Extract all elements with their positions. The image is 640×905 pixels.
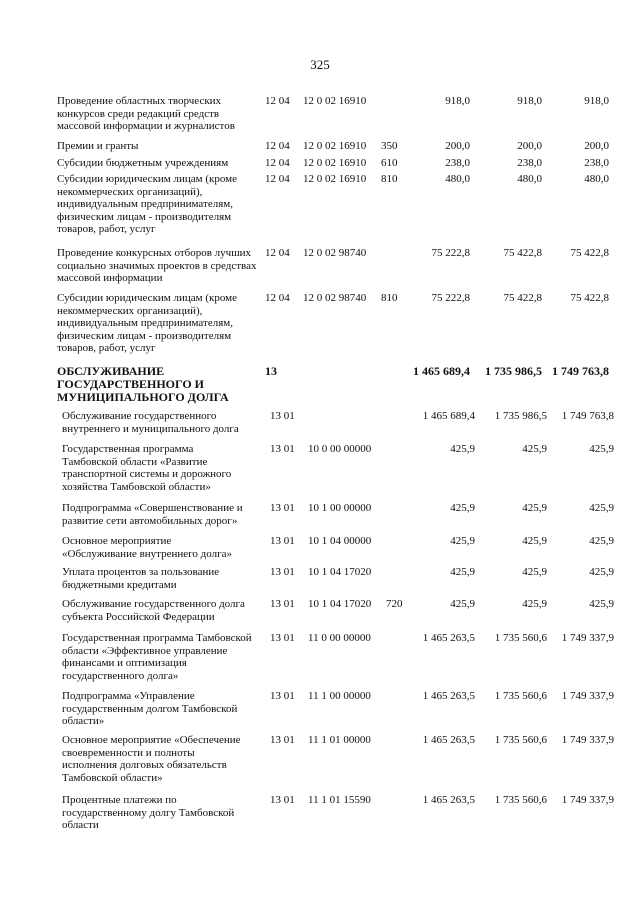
row-name: Государственная программа Тамбовской области «Развитие транспортной системы и дорожного хозяйства Тамбовской области» xyxy=(62,443,232,493)
row-section: 13 01 xyxy=(270,566,295,578)
row-expense-type: 610 xyxy=(381,157,398,169)
row-section: 12 04 xyxy=(265,95,290,107)
row-value-3: 200,0 xyxy=(584,140,609,152)
row-value-2: 238,0 xyxy=(517,157,542,169)
row-name: ОБСЛУЖИВАНИЕ ГОСУДАРСТВЕННОГО И МУНИЦИПАЛЬНОГО ДОЛГА xyxy=(57,364,229,405)
row-name: Субсидии бюджетным учреждениям xyxy=(57,157,229,169)
row-section: 12 04 xyxy=(265,247,290,259)
row-target-code: 11 1 00 00000 xyxy=(308,690,371,702)
row-target-code: 12 0 02 16910 xyxy=(303,157,367,169)
row-name: Обслуживание государственного внутреннего и муниципального долга xyxy=(62,410,239,435)
row-value-1: 425,9 xyxy=(450,598,475,610)
row-value-3: 425,9 xyxy=(589,443,614,455)
row-value-3: 918,0 xyxy=(584,95,609,107)
row-section: 13 01 xyxy=(270,502,295,514)
row-section: 12 04 xyxy=(265,140,290,152)
row-value-2: 425,9 xyxy=(522,598,547,610)
row-section: 12 04 xyxy=(265,173,290,185)
row-section: 12 04 xyxy=(265,157,290,169)
row-section: 13 01 xyxy=(270,443,295,455)
row-target-code: 10 1 00 00000 xyxy=(308,502,372,514)
row-value-2: 425,9 xyxy=(522,443,547,455)
row-value-1: 75 222,8 xyxy=(431,292,470,304)
row-section: 13 xyxy=(265,364,277,378)
row-name: Подпрограмма «Управление государственным долгом Тамбовской области» xyxy=(62,690,238,728)
row-value-1: 425,9 xyxy=(450,535,475,547)
row-value-1: 1 465 689,4 xyxy=(413,364,470,378)
page-number: 325 xyxy=(310,57,330,72)
row-value-1: 425,9 xyxy=(450,443,475,455)
row-section: 13 01 xyxy=(270,690,295,702)
row-value-3: 1 749 337,9 xyxy=(561,632,614,644)
row-value-2: 1 735 986,5 xyxy=(485,364,542,378)
row-value-1: 1 465 263,5 xyxy=(422,794,475,806)
row-value-3: 75 422,8 xyxy=(570,292,609,304)
row-name: Основное мероприятие «Обеспечение своевременности и полноты исполнения долговых обязательств Тамбовской области» xyxy=(62,734,241,784)
row-value-2: 918,0 xyxy=(517,95,542,107)
row-value-3: 1 749 763,8 xyxy=(561,410,614,422)
row-value-2: 1 735 560,6 xyxy=(494,690,547,702)
row-target-code: 12 0 02 16910 xyxy=(303,95,367,107)
row-section: 13 01 xyxy=(270,535,295,547)
row-name: Обслуживание государственного долга субъекта Российской Федерации xyxy=(62,598,245,623)
row-target-code: 11 1 01 00000 xyxy=(308,734,371,746)
row-value-1: 918,0 xyxy=(445,95,470,107)
row-target-code: 10 1 04 00000 xyxy=(308,535,372,547)
row-name: Основное мероприятие «Обслуживание внутреннего долга» xyxy=(62,535,232,560)
row-value-1: 480,0 xyxy=(445,173,470,185)
row-value-2: 75 422,8 xyxy=(503,247,542,259)
row-value-3: 425,9 xyxy=(589,535,614,547)
row-value-2: 75 422,8 xyxy=(503,292,542,304)
row-value-2: 480,0 xyxy=(517,173,542,185)
row-value-3: 1 749 337,9 xyxy=(561,794,614,806)
row-name: Премии и гранты xyxy=(57,140,139,152)
row-value-3: 1 749 337,9 xyxy=(561,734,614,746)
row-value-3: 425,9 xyxy=(589,566,614,578)
row-value-1: 1 465 263,5 xyxy=(422,632,475,644)
row-value-3: 1 749 337,9 xyxy=(561,690,614,702)
row-value-1: 75 222,8 xyxy=(431,247,470,259)
row-value-3: 480,0 xyxy=(584,173,609,185)
row-value-3: 75 422,8 xyxy=(570,247,609,259)
row-value-3: 425,9 xyxy=(589,502,614,514)
row-value-1: 1 465 263,5 xyxy=(422,734,475,746)
row-target-code: 10 1 04 17020 xyxy=(308,566,372,578)
row-section: 13 01 xyxy=(270,734,295,746)
row-target-code: 11 1 01 15590 xyxy=(308,794,371,806)
row-name: Проведение областных творческих конкурсов среди редакций средств массовой информации и журналистов xyxy=(57,95,235,133)
row-name: Подпрограмма «Совершенствование и развитие сети автомобильных дорог» xyxy=(62,502,243,527)
row-value-2: 425,9 xyxy=(522,566,547,578)
row-value-2: 425,9 xyxy=(522,535,547,547)
row-value-1: 425,9 xyxy=(450,566,475,578)
row-value-1: 1 465 689,4 xyxy=(422,410,475,422)
row-value-3: 238,0 xyxy=(584,157,609,169)
row-target-code: 12 0 02 16910 xyxy=(303,140,367,152)
row-value-2: 1 735 560,6 xyxy=(494,632,547,644)
row-target-code: 12 0 02 16910 xyxy=(303,173,367,185)
row-name: Государственная программа Тамбовской области «Эффективное управление финансами и оптимизация государственного долга» xyxy=(62,632,252,682)
row-value-3: 1 749 763,8 xyxy=(552,364,609,378)
row-expense-type: 810 xyxy=(381,292,398,304)
row-target-code: 11 0 00 00000 xyxy=(308,632,371,644)
row-section: 13 01 xyxy=(270,794,295,806)
row-value-3: 425,9 xyxy=(589,598,614,610)
row-section: 13 01 xyxy=(270,410,295,422)
row-name: Субсидии юридическим лицам (кроме некоммерческих организаций), индивидуальным предпринимателям, физическим лицам - производителям товаров, работ, услуг xyxy=(57,173,238,236)
row-value-1: 238,0 xyxy=(445,157,470,169)
row-name: Субсидии юридическим лицам (кроме некоммерческих организаций), индивидуальным предпринимателям, физическим лицам - производителям товаров, работ, услуг xyxy=(57,292,238,355)
row-value-1: 1 465 263,5 xyxy=(422,690,475,702)
row-section: 13 01 xyxy=(270,632,295,644)
row-value-2: 200,0 xyxy=(517,140,542,152)
row-value-2: 425,9 xyxy=(522,502,547,514)
row-target-code: 12 0 02 98740 xyxy=(303,247,367,259)
row-expense-type: 810 xyxy=(381,173,398,185)
row-target-code: 10 0 00 00000 xyxy=(308,443,372,455)
row-expense-type: 350 xyxy=(381,140,398,152)
row-target-code: 10 1 04 17020 xyxy=(308,598,372,610)
row-value-2: 1 735 560,6 xyxy=(494,734,547,746)
row-target-code: 12 0 02 98740 xyxy=(303,292,367,304)
row-value-1: 200,0 xyxy=(445,140,470,152)
row-name: Проведение конкурсных отборов лучших социально значимых проектов в средствах массовой информации xyxy=(57,247,257,285)
row-section: 12 04 xyxy=(265,292,290,304)
row-value-2: 1 735 986,5 xyxy=(494,410,547,422)
row-expense-type: 720 xyxy=(386,598,403,610)
row-value-2: 1 735 560,6 xyxy=(494,794,547,806)
row-value-1: 425,9 xyxy=(450,502,475,514)
row-name: Процентные платежи по государственному долгу Тамбовской области xyxy=(62,794,235,832)
row-section: 13 01 xyxy=(270,598,295,610)
row-name: Уплата процентов за пользование бюджетными кредитами xyxy=(62,566,220,591)
